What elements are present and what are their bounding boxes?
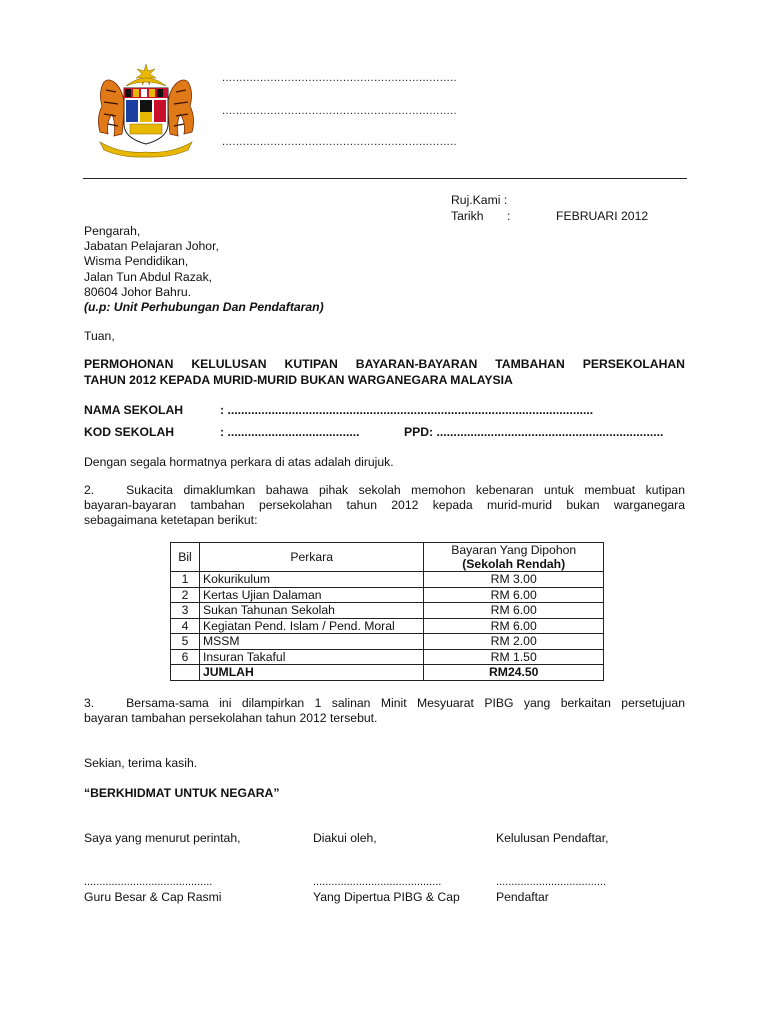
ppd-field[interactable]: PPD: ...................................................................: [404, 425, 664, 439]
row-amount: RM 6.00: [424, 603, 604, 619]
paragraph-3-number: 3.: [84, 696, 95, 710]
row-bil: 6: [171, 649, 200, 665]
crescent-icon: [126, 78, 166, 86]
paragraph-2-number: 2.: [84, 483, 95, 497]
recipient-address: [84, 224, 324, 315]
recipient-line: Jabatan Pelajaran Johor,: [84, 239, 219, 254]
recipient-line: Wisma Pendidikan,: [84, 254, 189, 269]
row-perkara: Kertas Ujian Dalaman: [199, 587, 423, 603]
total-amount: RM24.50: [424, 665, 604, 681]
tiger-left-icon: [98, 80, 124, 136]
recipient-line: 80604 Johor Bahru.: [84, 284, 192, 299]
letterhead-address-line-1: ....................................................................: [222, 72, 458, 84]
header-divider: [83, 178, 687, 179]
signature-col3-heading: Kelulusan Pendaftar,: [496, 831, 609, 845]
tarikh-value: FEBRUARI 2012: [556, 209, 649, 223]
signature-col1-role: Guru Besar & Cap Rasmi: [84, 890, 222, 904]
row-amount: RM 1.50: [424, 649, 604, 665]
paragraph-3-line-1: [84, 696, 685, 711]
header-sekolah-rendah: (Sekolah Rendah): [424, 557, 604, 572]
subject-line-1: [84, 357, 685, 372]
tarikh-colon: :: [507, 209, 511, 223]
nama-sekolah-field[interactable]: : ............................................................................................................: [220, 403, 594, 417]
table-row: [171, 649, 604, 665]
table-row: [171, 618, 604, 634]
signature-col2-role: Yang Dipertua PIBG & Cap: [313, 890, 460, 904]
row-bil: 2: [171, 587, 200, 603]
subject-text-1: PERMOHONAN KELULUSAN KUTIPAN BAYARAN-BAYARAN TAMBAHAN PERSEKOLAHAN: [84, 357, 685, 371]
row-bil: 5: [171, 634, 200, 650]
header-bayaran: Bayaran Yang Dipohon: [424, 543, 604, 558]
paragraph-2-text-1: Sukacita dimaklumkan bahawa pihak sekolah memohon kebenaran untuk membuat kutipan: [126, 483, 685, 497]
intro-paragraph: Dengan segala hormatnya perkara di atas adalah dirujuk.: [84, 455, 394, 469]
tiger-right-icon: [168, 80, 194, 136]
header-perkara: Perkara: [199, 543, 423, 572]
paragraph-3-text-1: Bersama-sama ini dilampirkan 1 salinan Minit Mesyuarat PIBG yang berkaitan persetujuan: [126, 696, 685, 710]
ruj-kami-label: Ruj.Kami :: [451, 193, 508, 207]
table-row: [171, 603, 604, 619]
table-row: [171, 572, 604, 588]
fees-table: [170, 542, 604, 681]
recipient-attention: (u.p: Unit Perhubungan Dan Pendaftaran): [84, 300, 324, 315]
row-perkara: Kokurikulum: [199, 572, 423, 588]
table-total-row: [171, 665, 604, 681]
table-row: [171, 634, 604, 650]
row-perkara: Sukan Tahunan Sekolah: [199, 603, 423, 619]
letterhead-address-line-2: ....................................................................: [222, 105, 458, 117]
signature-col2-heading: Diakui oleh,: [313, 831, 377, 845]
row-perkara: Insuran Takaful: [199, 649, 423, 665]
signature-col3-line[interactable]: ....................................: [496, 876, 607, 888]
row-bil: 1: [171, 572, 200, 588]
motto-text: “BERKHIDMAT UNTUK NEGARA”: [84, 786, 280, 800]
tarikh-label: Tarikh: [451, 209, 484, 223]
subject-line-2: TAHUN 2012 KEPADA MURID-MURID BUKAN WARGANEGARA MALAYSIA: [84, 373, 513, 387]
table-row: [171, 587, 604, 603]
paragraph-2-line-1: [84, 483, 685, 498]
total-label: JUMLAH: [199, 665, 423, 681]
row-bil: 3: [171, 603, 200, 619]
signature-col3-role: Pendaftar: [496, 890, 549, 904]
kod-sekolah-label: KOD SEKOLAH: [84, 425, 175, 439]
row-bil: 4: [171, 618, 200, 634]
paragraph-2-line-3: sebagaimana ketetapan berikut:: [84, 513, 258, 527]
recipient-line: Jalan Tun Abdul Razak,: [84, 269, 213, 284]
kod-sekolah-field[interactable]: : .......................................: [220, 425, 360, 439]
row-perkara: Kegiatan Pend. Islam / Pend. Moral: [199, 618, 423, 634]
recipient-line: Pengarah,: [84, 224, 141, 238]
row-amount: RM 6.00: [424, 587, 604, 603]
table-header-row: [171, 543, 604, 558]
letterhead-address-line-3: ....................................................................: [222, 136, 458, 148]
row-amount: RM 3.00: [424, 572, 604, 588]
signature-col1-line[interactable]: ..........................................: [84, 876, 213, 888]
row-perkara: MSSM: [199, 634, 423, 650]
total-bil-empty: [171, 665, 200, 681]
row-amount: RM 6.00: [424, 618, 604, 634]
paragraph-3-line-2: bayaran tambahan persekolahan tahun 2012 tersebut.: [84, 711, 378, 725]
closing-text: Sekian, terima kasih.: [84, 756, 198, 770]
paragraph-2-line-2: bayaran-bayaran tambahan persekolahan tahun 2012 kepada murid-murid bukan warganegara: [84, 498, 685, 512]
salutation: Tuan,: [84, 329, 115, 343]
signature-col2-line[interactable]: ..........................................: [313, 876, 442, 888]
row-amount: RM 2.00: [424, 634, 604, 650]
paragraph-3: [84, 696, 685, 726]
header-bil: Bil: [171, 543, 200, 572]
paragraph-2: [84, 483, 685, 528]
nama-sekolah-label: NAMA SEKOLAH: [84, 403, 184, 417]
coat-of-arms-emblem: [90, 62, 202, 158]
signature-col1-heading: Saya yang menurut perintah,: [84, 831, 241, 845]
